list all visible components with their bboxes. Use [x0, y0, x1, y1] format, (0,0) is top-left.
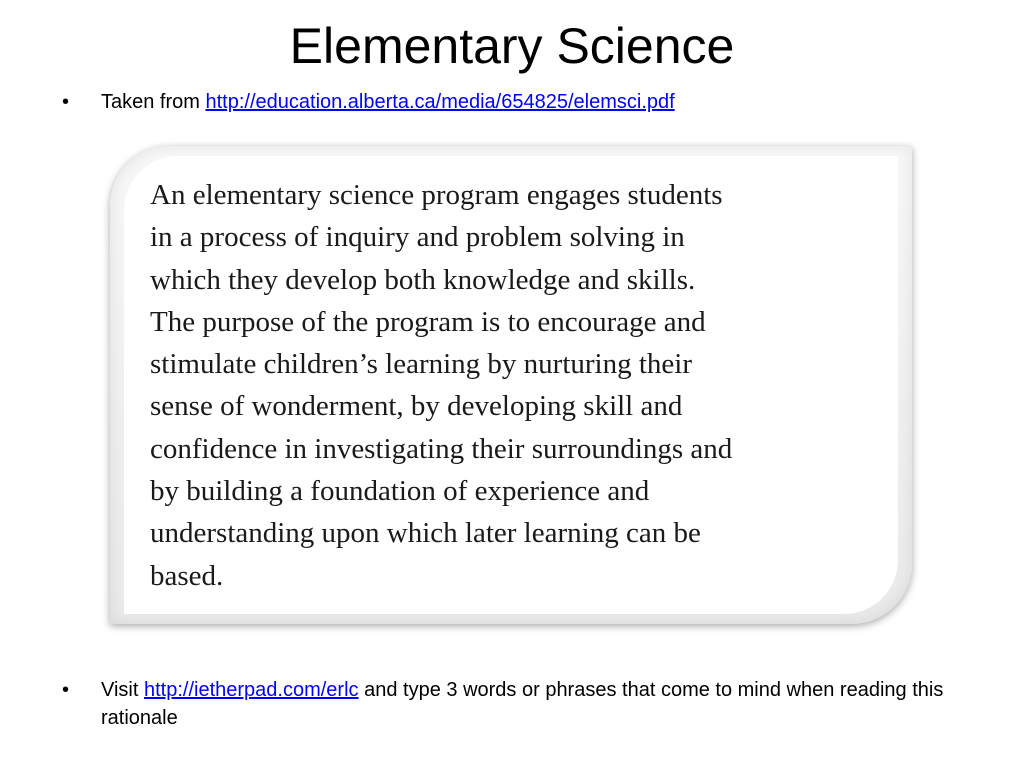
slide-title: Elementary Science [289, 18, 735, 74]
quote-line: in a process of inquiry and problem solving in [150, 221, 685, 254]
rationale-quote [150, 174, 898, 597]
quote-line: An elementary science program engages students [150, 179, 723, 211]
quote-line: The purpose of the program is to encourage and [150, 305, 706, 338]
quote-image-frame [110, 146, 912, 624]
quote-line: sense of wonderment, by developing skill and [150, 390, 683, 423]
bullet-visit-text [101, 676, 961, 732]
bullet-marker: • [62, 91, 70, 113]
quote-line: understanding upon which later learning can be [150, 517, 701, 550]
quote-line: which they develop both knowledge and skills. [150, 263, 696, 296]
quote-line: based. [150, 559, 224, 592]
quote-line: by building a foundation of experience and [150, 475, 650, 508]
etherpad-link[interactable]: http://ietherpad.com/erlc [143, 679, 359, 701]
bullet-source-text [101, 88, 675, 116]
bullet-marker: • [62, 679, 70, 701]
bullet-source-prefix: Taken from [101, 91, 206, 113]
source-pdf-link[interactable]: http://education.alberta.ca/media/654825/elemsci.pdf [205, 91, 675, 113]
quote-image [124, 156, 898, 614]
bullet-visit-suffix: and type 3 words or phrases that come to mind when reading this rationale [101, 679, 944, 729]
quote-line: stimulate children’s learning by nurturing their [150, 348, 693, 381]
quote-line: confidence in investigating their surroundings and [150, 432, 733, 465]
bullet-visit-prefix: Visit [101, 679, 144, 701]
